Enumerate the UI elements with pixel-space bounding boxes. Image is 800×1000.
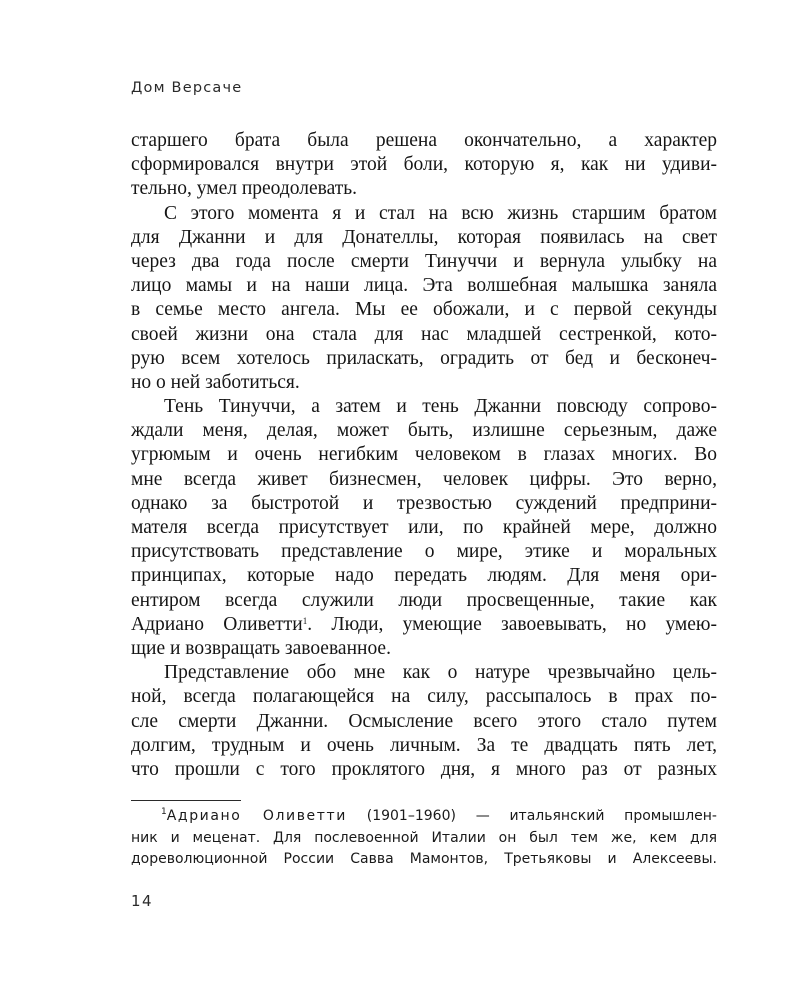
text-line: что прошли с того проклятого дня, я много раз от разных	[131, 758, 717, 780]
text-line-with-footnote	[131, 613, 717, 637]
text-line: сформировался внутри этой боли, которую я, как ни удиви-	[131, 154, 717, 176]
text-line: мателя всегда присутствует или, по крайней мере, должно	[131, 517, 717, 538]
text-line: Тень Тинуччи, а затем и тень Джанни повсюду сопрово-	[164, 396, 717, 418]
text-line: ждали меня, делая, может быть, излишне серьезным, даже	[131, 420, 717, 442]
text-line: угрюмым и очень негибким человеком в глазах многих. Во	[131, 444, 717, 466]
text-line: рую всем хотелось приласкать, оградить от бед и бесконеч-	[131, 347, 717, 369]
text-line: присутствовать представление о мире, этике и моральных	[131, 541, 717, 563]
text-line: через два года после смерти Тинуччи и вернула улыбку на	[131, 250, 717, 272]
text-line: однако за быстротой и трезвостью суждений предприни-	[131, 492, 717, 514]
main-text	[131, 129, 717, 782]
text-line: мне всегда живет бизнесмен, человек цифры. Это верно,	[131, 468, 717, 490]
footnote-text: (1901–1960) — итальянский промышлен-	[346, 808, 717, 824]
text-segment: . Люди, умеющие завоевывать, но умею-	[307, 613, 717, 635]
footnote	[131, 806, 717, 871]
footnote-reference[interactable]: 1	[302, 615, 308, 626]
text-line: долгим, трудным и очень личным. За те двадцать пять лет,	[131, 734, 717, 756]
footnote-line	[131, 806, 717, 828]
text-line: сле смерти Джанни. Осмысление всего этого стало путем	[131, 710, 717, 732]
footnote-line: ник и меценат. Для послевоенной Италии он был тем же, кем для	[131, 829, 717, 846]
text-line: Представление обо мне как о натуре чрезвычайно цель-	[164, 662, 717, 684]
footnote-marker: 1	[161, 807, 167, 817]
text-line: ентиром всегда служили люди просвещенные, такие как	[131, 589, 717, 611]
text-line: тельно, умел преодолевать.	[131, 178, 358, 200]
page-number: 14	[131, 892, 154, 910]
running-head-title: Дом Версаче	[131, 80, 243, 96]
text-line: для Джанни и для Донателлы, которая появилась на свет	[131, 226, 717, 248]
text-line: принципах, которые надо передать людям. Для меня ори-	[131, 565, 717, 587]
text-line: щие и возвращать завоеванное.	[131, 637, 391, 659]
text-line: старшего брата была решена окончательно, а характер	[131, 130, 717, 151]
text-line: лицо мамы и на наши лица. Эта волшебная малышка заняла	[131, 275, 717, 297]
footnote-divider	[131, 800, 241, 801]
text-line: своей жизни она стала для нас младшей сестренкой, кото-	[131, 323, 717, 345]
text-line: ной, всегда полагающейся на силу, рассыпалось в прах по-	[131, 686, 717, 708]
footnote-name: Адриано Оливетти	[166, 808, 347, 824]
text-line: в семье место ангела. Мы ее обожали, и с первой секунды	[131, 299, 717, 321]
text-segment: Адриано Оливетти	[131, 613, 303, 635]
text-line: но о ней заботиться.	[131, 371, 300, 393]
text-line: С этого момента я и стал на всю жизнь старшим братом	[164, 202, 717, 224]
footnote-line: дореволюционной России Савва Мамонтов, Третьяковы и Алексеевы.	[131, 851, 717, 867]
